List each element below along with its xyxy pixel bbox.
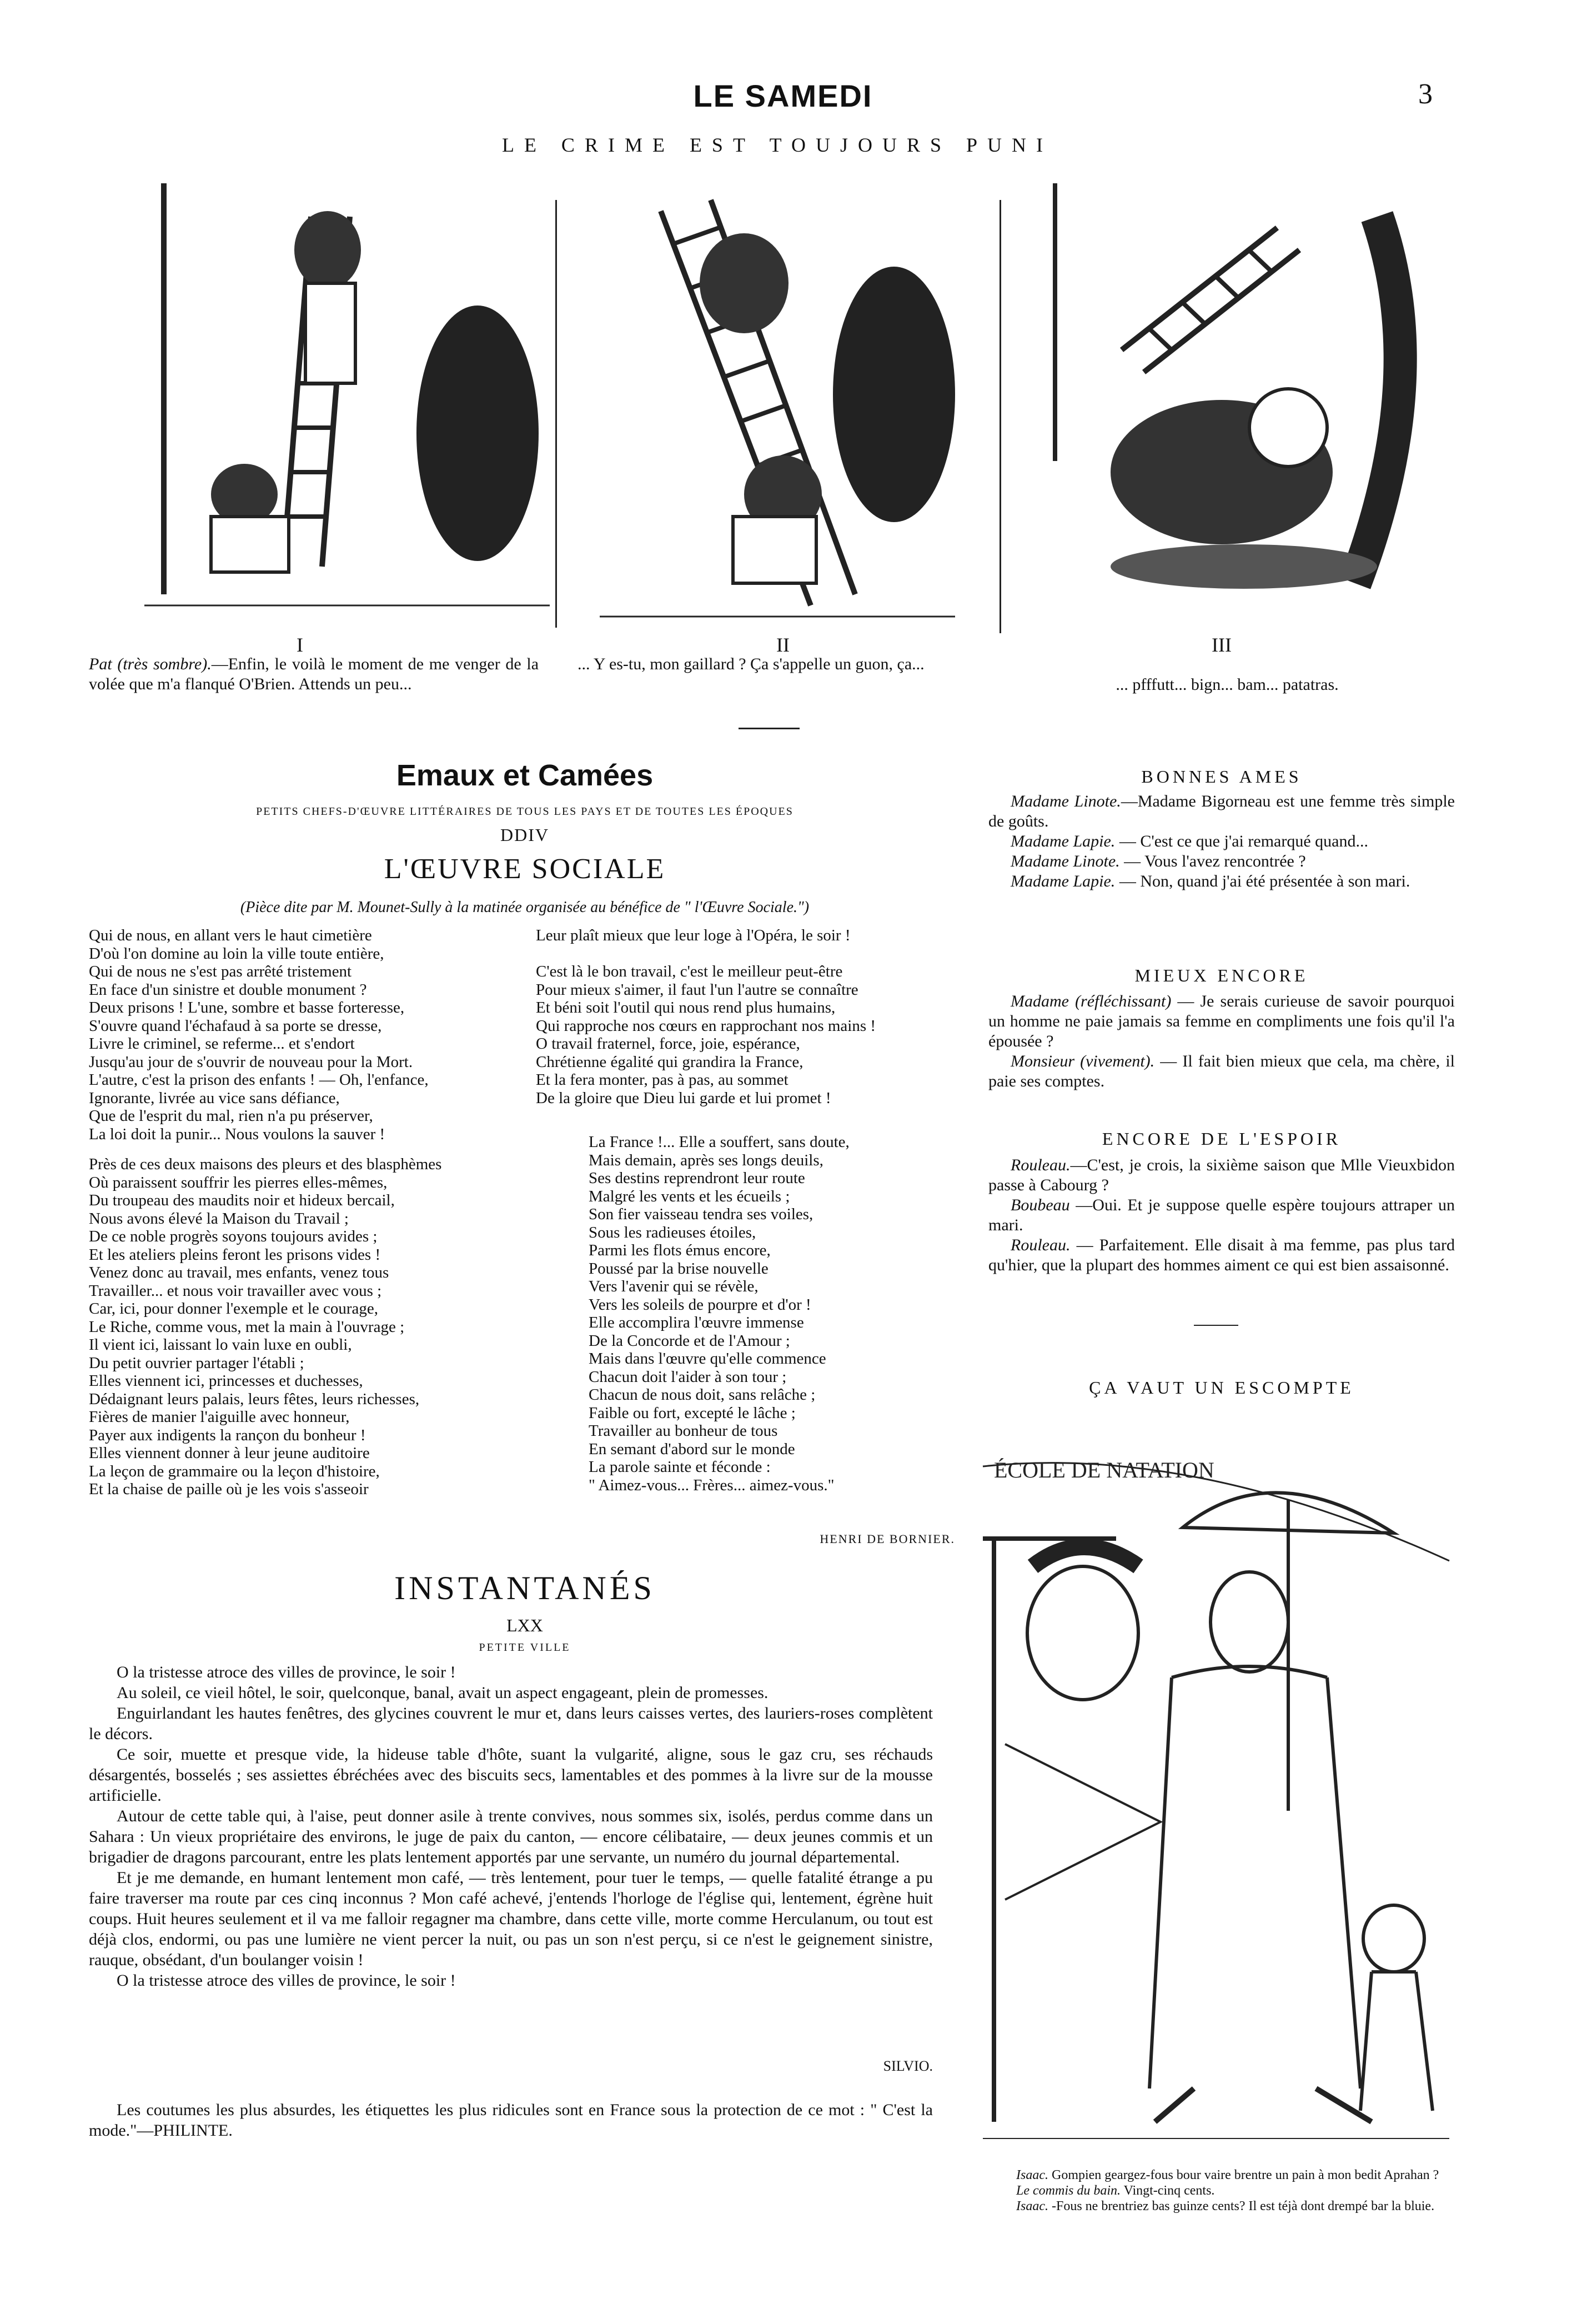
poem-signature: HENRI DE BORNIER. — [820, 1532, 955, 1546]
philinte-quote — [89, 2100, 933, 2141]
speaker: Rouleau. — [1011, 1156, 1071, 1174]
emaux-title: Emaux et Camées — [396, 759, 654, 792]
escompte-title: ÇA VAUT UN ESCOMPTE — [1089, 1378, 1354, 1398]
panel-3-number: III — [1212, 634, 1232, 656]
encore-espoir-title: ENCORE DE L'ESPOIR — [1102, 1129, 1342, 1149]
dialogue-text: Gompien geargez-fous bour vaire brentre un pain à mon bedit Aprahan ? — [1048, 2168, 1439, 2182]
school-sign-text: ÉCOLE DE NATATION — [994, 1457, 1214, 1482]
panel-2-number: II — [776, 634, 790, 656]
dialogue-line — [988, 852, 1455, 871]
dialogue-text: Vingt-cinq cents. — [1121, 2183, 1215, 2198]
emaux-number: DDIV — [500, 825, 549, 845]
speaker: Monsieur (vivement). — [1011, 1052, 1155, 1070]
cartoon-panel-2-illustration — [577, 183, 966, 628]
instantanes-subtitle: PETITE VILLE — [479, 1641, 571, 1654]
paragraph: Et je me demande, en humant lentement mon café, — très lentement, pour tuer le temps, — quelle fatalité étrange a pu faire traverser ma route par ces cinq inconnus ? Mon café achevé, j'entends l'horloge de l'église qui, lentement, égrène huit coups. Huit heures seulement et il va me falloir regagner ma chambre, dans cette ville, morte comme Herculanum, ou tout est déjà clos, endormi, ou pas une lumière ne vient percer la nuit, ou pas un son n'est perçu, si ce n'est le geignement sinistre, rauque, obsédant, d'un boulanger voisin ! — [89, 1869, 933, 1969]
speaker: Madame Lapie. — [1011, 872, 1116, 890]
dialogue-text: —C'est, je crois, la sixième saison que Mlle Vieuxbidon passe à Cabourg ? — [988, 1156, 1455, 1194]
paragraph: O la tristesse atroce des villes de province, le soir ! — [117, 1663, 456, 1681]
page-number: 3 — [1418, 78, 1433, 110]
instantanes-title: INSTANTANÉS — [394, 1570, 655, 1606]
dialogue-text: —Oui. Et je suppose quelle espère toujours attraper un mari. — [988, 1196, 1455, 1234]
encore-espoir-text — [988, 1155, 1455, 1275]
speaker: Isaac. — [1016, 2168, 1048, 2182]
paragraph: Au soleil, ce vieil hôtel, le soir, quelconque, banal, avait un aspect engageant, plein de promesses. — [117, 1684, 769, 1702]
speaker: Madame Lapie. — [1011, 832, 1116, 850]
cartoon-panel-3-illustration — [1011, 183, 1444, 628]
dialogue-line — [988, 1195, 1455, 1235]
dialogue-line — [988, 1051, 1455, 1091]
escompte-illustration — [972, 1422, 1460, 2166]
poem-column-1-part-2: Près de ces deux maisons des pleurs et des blasphèmes Où paraissent souffrir les pierres elles-mêmes, Du troupeau des maudits noir et hideux bercail, Nous avons élevé la Maison du Travail ; De ce noble progrès soyons toujours avides ; Et les ateliers pleins feront les prisons vides ! Venez donc au travail, mes enfants, venez tous Travailler... et nous voir travailler avec vous ; Car, ici, pour donner l'exemple et le courage, Le Riche, comme vous, met la main à l'ouvrage ; Il vient ici, laissant lo vain luxe en oubli, Du petit ouvrier partager l'établi ; Elles viennent ici, princesses et duchesses, Dédaignant leurs palais, leurs fêtes, leurs richesses, Fières de manier l'aiguille avec honneur, Payer aux indigents la rançon du bonheur ! Elles viennent donner à leur jeune auditoire La leçon de grammaire ou la leçon d'histoire, Et la chaise de paille où je les vois s'asseoir — [89, 1155, 442, 1498]
dialogue-text: — Je serais curieuse de savoir pourquoi un homme ne paie jamais sa femme en compliments une fois qu'il l'a épousée ? — [988, 992, 1455, 1050]
dialogue-text: — Il fait bien mieux que cela, ma chère, il paie ses comptes. — [988, 1052, 1455, 1090]
dialogue-line — [1000, 2198, 1444, 2214]
mieux-encore-text — [988, 991, 1455, 1091]
cartoon-title: LE CRIME EST TOUJOURS PUNI — [501, 134, 1053, 156]
poem-note: (Pièce dite par M. Mounet-Sully à la matinée organisée au bénéfice de " l'Œuvre Sociale.") — [240, 899, 810, 916]
dialogue-line — [988, 832, 1455, 852]
dialogue-line — [988, 991, 1455, 1051]
paragraph: Autour de cette table qui, à l'aise, peut donner asile à trente convives, nous sommes six, isolés, perdus comme dans un Sahara : Un vieux propriétaire des environs, le juge de paix du canton, — encore célibataire, — deux jeunes commis et un brigadier de dragons parcourant, entre les plats lentement apportés par une servante, un numéro du journal départemental. — [89, 1807, 933, 1866]
bonnes-ames-text — [988, 792, 1455, 891]
cartoon-panel-1-illustration — [128, 183, 561, 617]
speaker: Madame (réfléchissant) — [1011, 992, 1172, 1010]
poem-column-1-part-1: Qui de nous, en allant vers le haut cimetière D'où l'on domine au loin la ville toute entière, Qui de nous ne s'est pas arrêté tristement En face d'un sinistre et double monument ? Deux prisons ! L'une, sombre et basse forteresse, S'ouvre quand l'échafaud à sa porte se dresse, Livre le criminel, se referme... et s'endort Jusqu'au jour de s'ouvrir de nouveau pour la Mort. L'autre, c'est la prison des enfants ! — Oh, l'enfance, Ignorante, livrée au vice sans défiance, Que de l'esprit du mal, rien n'a pu préserver, La loi doit la punir... Nous voulons la sauver ! — [89, 926, 429, 1143]
dialogue-line — [988, 871, 1455, 891]
panel-3-caption: ... pfffutt... bign... bam... patatras. — [1116, 675, 1339, 694]
mieux-encore-title: MIEUX ENCORE — [1134, 965, 1309, 985]
speaker: Isaac. — [1016, 2199, 1048, 2213]
paragraph: O la tristesse atroce des villes de province, le soir ! — [117, 1971, 456, 1990]
dialogue-text: —Madame Bigorneau est une femme très simple de goûts. — [988, 792, 1455, 830]
dialogue-text: — Non, quand j'ai été présentée à son mari. — [1115, 872, 1410, 890]
escompte-caption — [1000, 2167, 1444, 2214]
paragraph: Ce soir, muette et presque vide, la hideuse table d'hôte, suant la vulgarité, aligne, sous le gaz cru, ses réchauds désargentés, bosselés ; ses assiettes ébréchées avec des biscuits secs, lamentables et des pommes à la livre sur de la mousse artificielle. — [89, 1745, 933, 1805]
dialogue-line — [1000, 2167, 1444, 2183]
dialogue-text: — C'est ce que j'ai remarqué quand... — [1115, 832, 1368, 850]
poem-column-2-part-1: Leur plaît mieux que leur loge à l'Opéra, le soir ! C'est là le bon travail, c'est le meilleur peut-être Pour mieux s'aimer, il faut l'un l'autre se connaître Et béni soit l'outil qui nous rend plus humains, Qui rapproche nos cœurs en rapprochant nos mains ! O travail fraternel, force, joie, espérance, Chrétienne égalité qui grandira la France, Et la fera monter, pas à pas, au sommet De la gloire que Dieu lui garde et lui promet ! — [536, 926, 876, 1107]
dialogue-text: -Fous ne brentriez bas guinze cents? Il est téjà dont drempé bar la bluie. — [1048, 2199, 1435, 2213]
dialogue-line — [988, 792, 1455, 832]
panel-1-number: I — [297, 634, 303, 656]
panel-2-caption: ... Y es-tu, mon gaillard ? Ça s'appelle un guon, ça... — [577, 655, 925, 673]
dialogue-line — [988, 1235, 1455, 1275]
poem-title: L'ŒUVRE SOCIALE — [384, 853, 666, 885]
speaker: Le commis du bain. — [1016, 2183, 1121, 2198]
dialogue-text: — Parfaitement. Elle disait à ma femme, pas plus tard qu'hier, que la plupart des hommes aiment ce qui est bien assaisonné. — [988, 1236, 1455, 1274]
speaker: Boubeau — [1011, 1196, 1070, 1214]
panel-1-caption — [89, 654, 539, 694]
bonnes-ames-title: BONNES AMES — [1141, 767, 1302, 787]
speaker: Madame Linote. — [1011, 852, 1120, 870]
speaker: Rouleau. — [1011, 1236, 1071, 1254]
paragraph: Enguirlandant les hautes fenêtres, des glycines couvrent le mur et, dans leurs caisses vertes, des lauriers-roses complètent le décors. — [89, 1704, 933, 1743]
panel-1-text: —Enfin, le voilà le moment de me venger de la volée que m'a flanqué O'Brien. Attends un peu... — [89, 655, 539, 693]
poem-column-2-part-2: La France !... Elle a souffert, sans doute, Mais demain, après ses longs deuils, Ses destins reprendront leur route Malgré les vents et les écueils ; Son fier vaisseau tendra ses voiles, Sous les radieuses étoiles, Parmi les flots émus encore, Poussé par la brise nouvelle Vers l'avenir qui se révèle, Vers les soleils de pourpre et d'or ! Elle accomplira l'œuvre immense De la Concorde et de l'Amour ; Mais dans l'œuvre qu'elle commence Chacun doit l'aider à son tour ; Chacun de nous doit, sans relâche ; Faible ou fort, excepté le lâche ; Travailler au bonheur de tous En semant d'abord sur le monde La parole sainte et féconde : " Aimez-vous... Frères... aimez-vous." — [589, 1133, 850, 1494]
quote-text: Les coutumes les plus absurdes, les étiquettes les plus ridicules sont en France sous la protection de ce mot : " C'est la mode."—PHILINTE. — [89, 2101, 933, 2140]
speaker: Madame Linote. — [1011, 792, 1121, 810]
emaux-subtitle: PETITS CHEFS-D'ŒUVRE LITTÉRAIRES DE TOUS LES PAYS ET DE TOUTES LES ÉPOQUES — [256, 805, 793, 818]
instantanes-body — [89, 1662, 933, 1991]
newspaper-title: LE SAMEDI — [693, 78, 873, 113]
instantanes-number: LXX — [506, 1615, 543, 1635]
dialogue-line — [1000, 2183, 1444, 2198]
panel-1-speaker: Pat (très sombre). — [89, 655, 212, 673]
dialogue-text: — Vous l'avez rencontrée ? — [1119, 852, 1306, 870]
dialogue-line — [988, 1155, 1455, 1195]
instantanes-signature: SILVIO. — [883, 2058, 933, 2074]
